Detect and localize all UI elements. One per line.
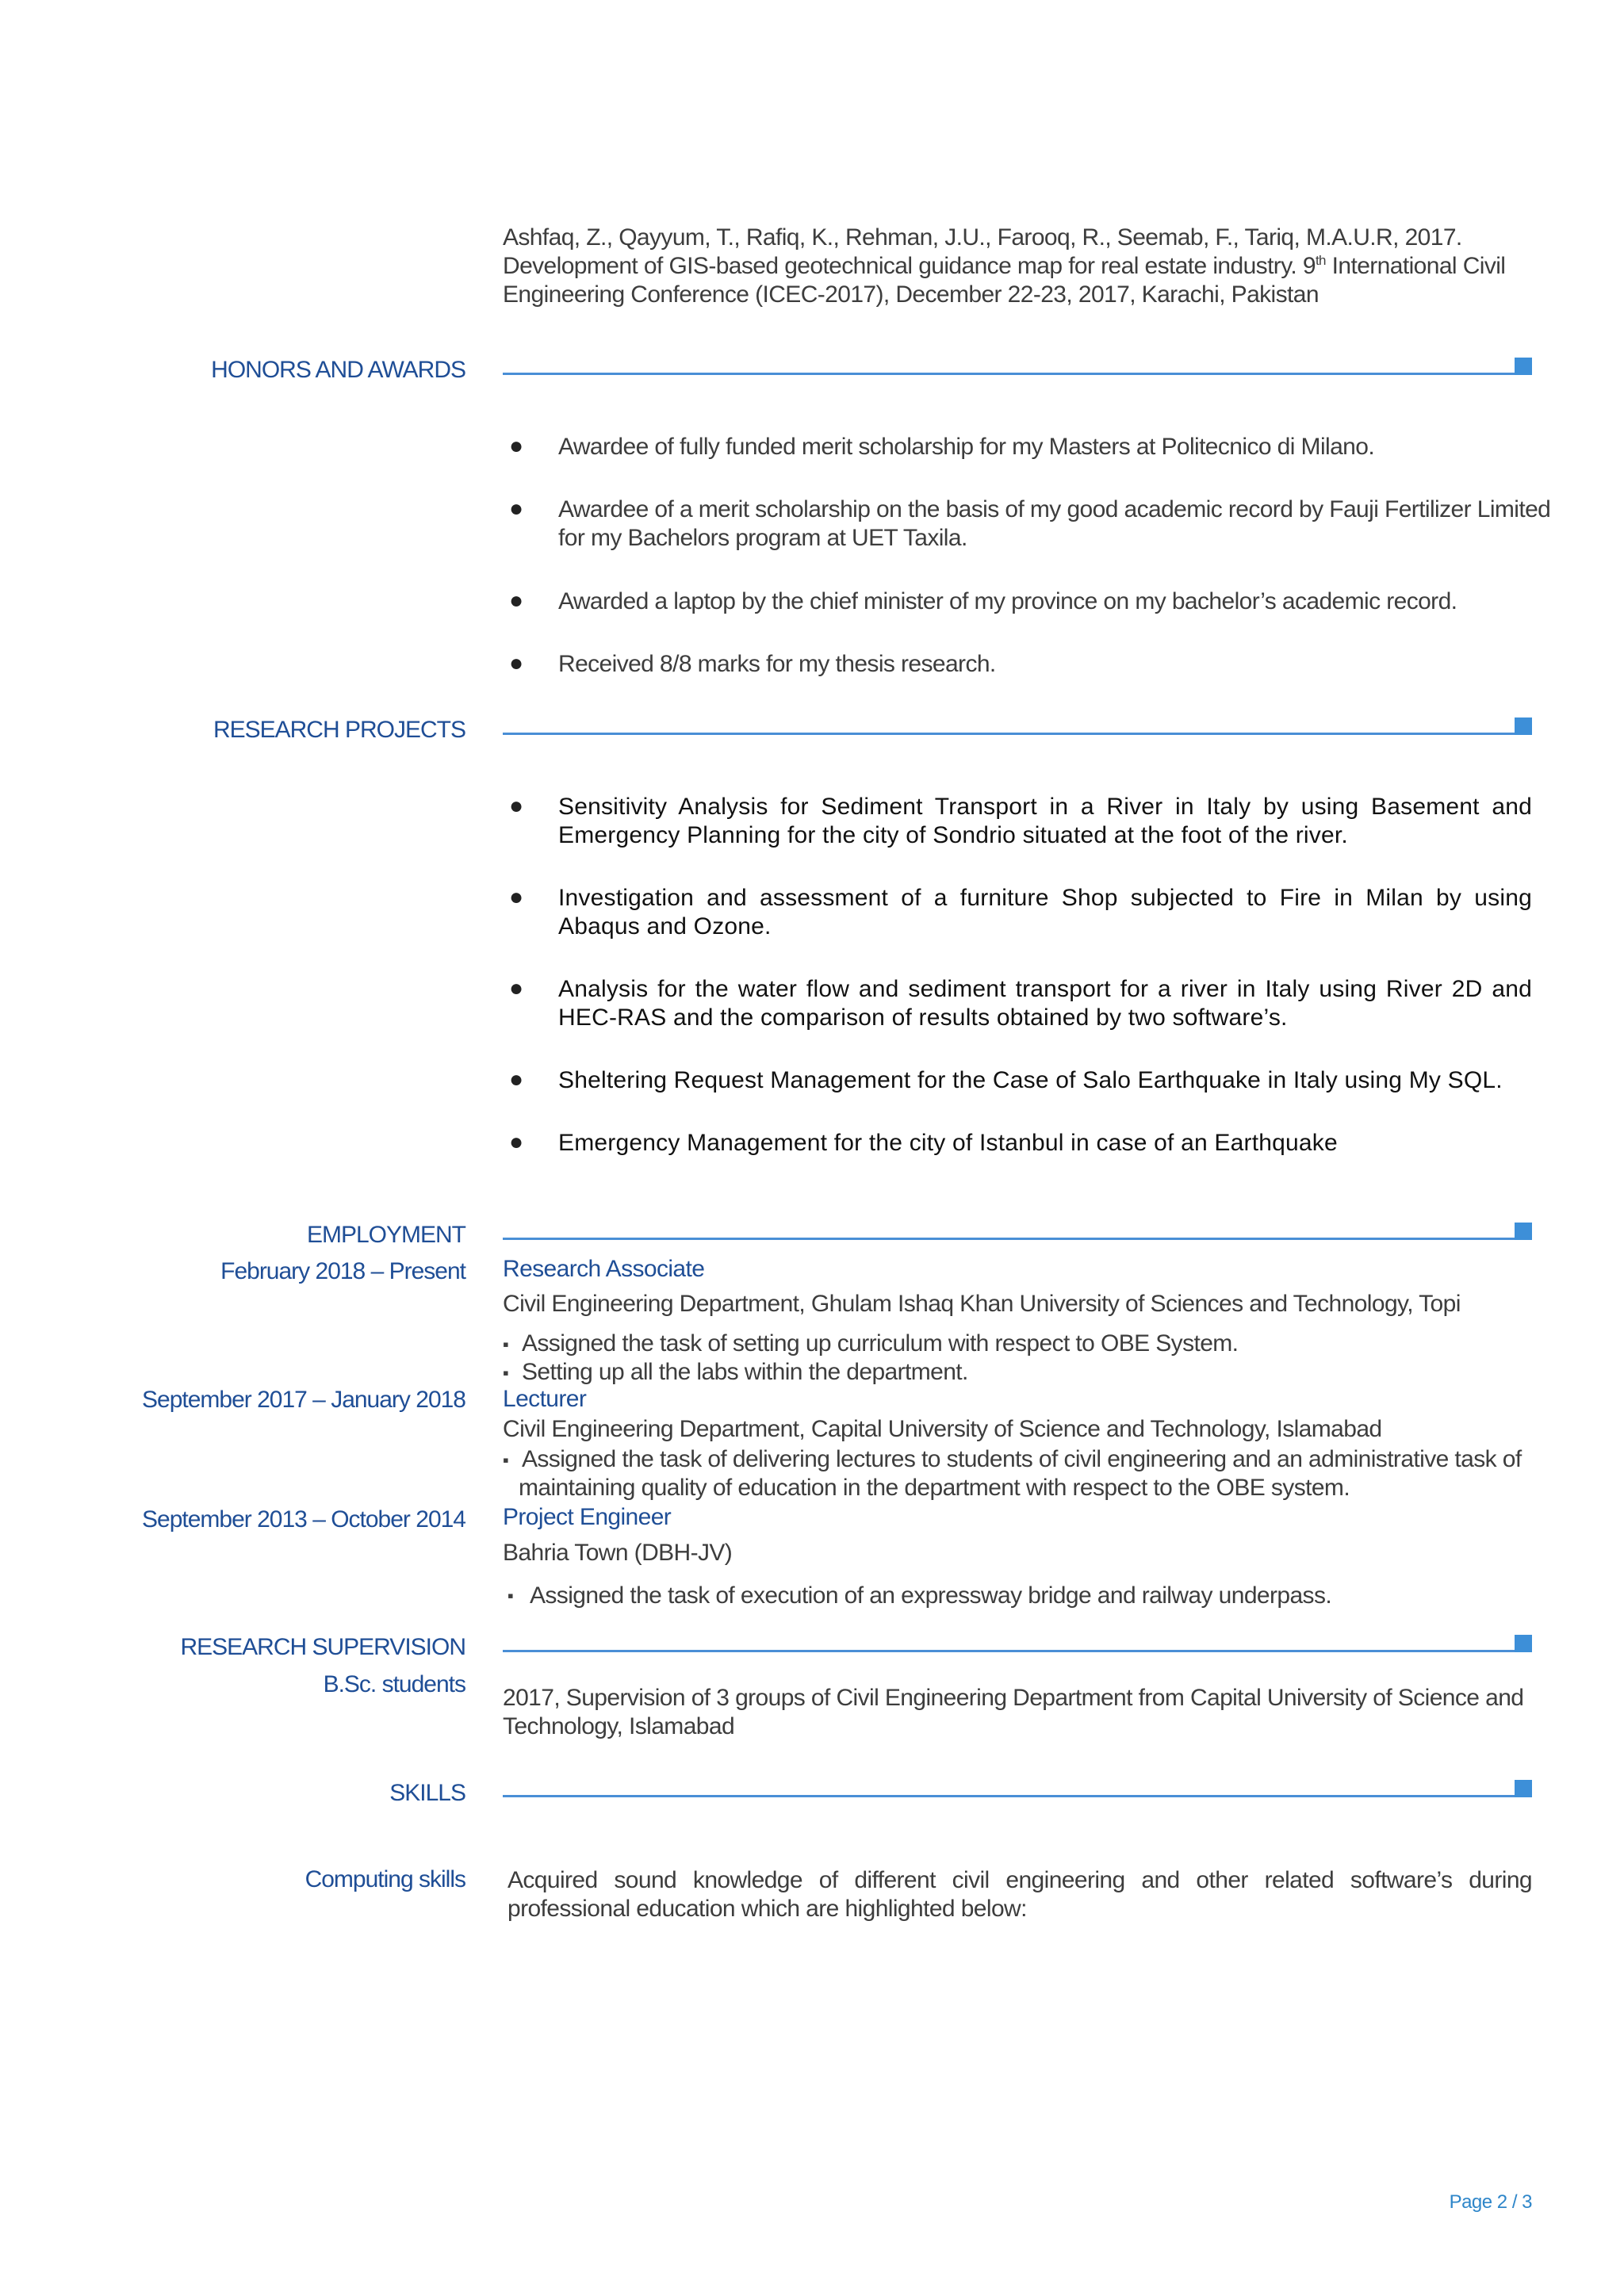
- section-heading-research-supervision: RESEARCH SUPERVISION: [180, 1634, 465, 1660]
- list-item: Emergency Management for the city of Istanbul in case of an Earthquake: [558, 1130, 1338, 1156]
- job-title: Lecturer: [503, 1386, 587, 1412]
- section-heading-honors: HONORS AND AWARDS: [211, 357, 465, 383]
- list-item: Awarded a laptop by the chief minister of my province on my bachelor’s academic record.: [558, 588, 1457, 614]
- section-heading-skills: SKILLS: [389, 1780, 465, 1806]
- list-item: Analysis for the water flow and sediment transport for a river in Italy using River 2D and HEC-RAS and the comparison of results obtained by two software’s.: [558, 976, 1532, 1031]
- section-rule: [503, 1238, 1515, 1240]
- job-task: Assigned the task of delivering lectures to students of civil engineering and an administrative task of: [522, 1446, 1522, 1472]
- list-item: Awardee of fully funded merit scholarship for my Masters at Politecnico di Milano.: [558, 434, 1375, 460]
- job-task: Assigned the task of setting up curriculum with respect to OBE System.: [522, 1330, 1239, 1357]
- bullet: ▪: [503, 1363, 509, 1383]
- bullet: ▪: [508, 1586, 514, 1605]
- job-task: maintaining quality of education in the department with respect to the OBE system.: [519, 1475, 1350, 1501]
- job-title: Project Engineer: [503, 1504, 672, 1530]
- bullet: ●: [509, 1129, 524, 1155]
- publication-line: Engineering Conference (ICEC-2017), December 22-23, 2017, Karachi, Pakistan: [503, 281, 1319, 308]
- job-organization: Civil Engineering Department, Capital University of Science and Technology, Islamabad: [503, 1416, 1382, 1442]
- job-organization: Civil Engineering Department, Ghulam Ishaq Khan University of Sciences and Technology, Topi: [503, 1291, 1461, 1317]
- section-heading-research-projects: RESEARCH PROJECTS: [213, 717, 465, 743]
- bullet: ●: [509, 433, 524, 459]
- bullet: ●: [509, 496, 524, 522]
- list-item: Sheltering Request Management for the Case of Salo Earthquake in Italy using My SQL.: [558, 1067, 1503, 1093]
- section-marker: [1515, 358, 1532, 375]
- list-item: Awardee of a merit scholarship on the basis of my good academic record by Fauji Fertilizer Limited for my Bachelors program at UET Taxila.: [558, 496, 1551, 551]
- job-dates: February 2018 – Present: [220, 1258, 465, 1284]
- section-marker: [1515, 718, 1532, 735]
- bullet: ●: [509, 884, 524, 910]
- skills-sublabel: Computing skills: [304, 1866, 465, 1892]
- bullet: ●: [509, 1066, 524, 1093]
- bullet: ●: [509, 975, 524, 1001]
- job-title: Research Associate: [503, 1256, 705, 1282]
- list-item: Investigation and assessment of a furniture Shop subjected to Fire in Milan by using Abaqus and Ozone.: [558, 885, 1532, 939]
- job-dates: September 2017 – January 2018: [142, 1387, 465, 1413]
- section-rule: [503, 1795, 1515, 1797]
- section-marker: [1515, 1223, 1532, 1240]
- job-task: Assigned the task of execution of an expressway bridge and railway underpass.: [530, 1582, 1332, 1609]
- section-rule: [503, 373, 1515, 375]
- publication-entry: [503, 224, 1534, 309]
- section-marker: [1515, 1780, 1532, 1797]
- skills-text: Acquired sound knowledge of different civil engineering and other related software’s during professional education which are highlighted below:: [508, 1867, 1532, 1922]
- section-rule: [503, 733, 1515, 735]
- section-rule: [503, 1650, 1515, 1652]
- job-dates: September 2013 – October 2014: [142, 1506, 465, 1533]
- section-marker: [1515, 1635, 1532, 1652]
- publication-line: Ashfaq, Z., Qayyum, T., Rafiq, K., Rehman, J.U., Farooq, R., Seemab, F., Tariq, M.A.U.R, 2017.: [503, 224, 1462, 251]
- section-heading-employment: EMPLOYMENT: [306, 1222, 465, 1248]
- bullet: ●: [509, 650, 524, 676]
- bullet: ▪: [503, 1450, 509, 1470]
- supervision-sublabel: B.Sc. students: [323, 1671, 465, 1697]
- list-item: Received 8/8 marks for my thesis research.: [558, 651, 996, 677]
- page-number: Page 2 / 3: [1449, 2191, 1532, 2213]
- list-item: Sensitivity Analysis for Sediment Transport in a River in Italy by using Basement and Emergency Planning for the city of Sondrio situated at the foot of the river.: [558, 794, 1532, 848]
- publication-line: Development of GIS-based geotechnical guidance map for real estate industry. 9th International Civil: [503, 253, 1506, 279]
- bullet: ●: [509, 587, 524, 614]
- bullet: ▪: [503, 1334, 509, 1354]
- job-organization: Bahria Town (DBH-JV): [503, 1540, 733, 1566]
- bullet: ●: [509, 793, 524, 819]
- supervision-text: 2017, Supervision of 3 groups of Civil Engineering Department from Capital University of Science and Technology, Islamabad: [503, 1685, 1524, 1739]
- job-task: Setting up all the labs within the department.: [522, 1359, 968, 1385]
